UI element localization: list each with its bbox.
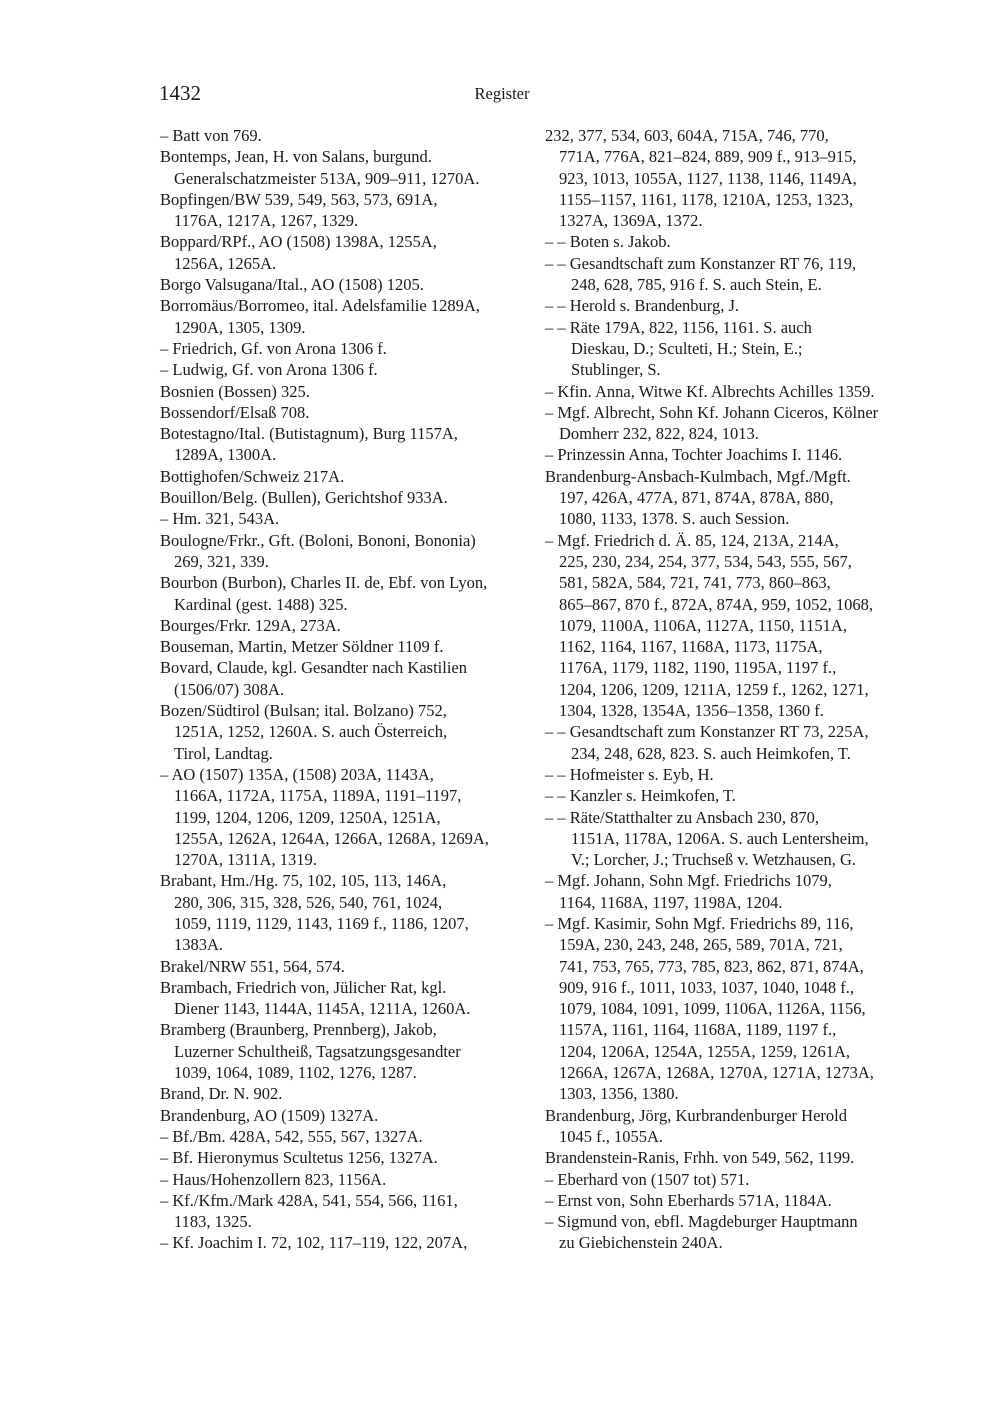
index-subentry: – Ludwig, Gf. von Arona 1306 f. [160, 360, 378, 380]
index-subentry: – Ernst von, Sohn Eberhards 571A, 1184A. [545, 1190, 832, 1210]
index-entry: Bottighofen/Schweiz 217A. [160, 466, 345, 486]
index-subentry: – – Räte 179A, 822, 1156, 1161. S. auch Dieskau, D.; Sculteti, H.; Stein, E.; Stublinger, S. [545, 317, 812, 380]
index-subentry: – Mgf. Friedrich d. Ä. 85, 124, 213A, 214A, 225, 230, 234, 254, 377, 534, 543, 555, 567, 581, 582A, 584, 721, 741, 773, 860–863, 865–867, 870 f., 872A, 874A, 959, 1052, 1068, 1079, 1100A, 1106A, 1127A, 1150, 1151A, 1162, 1164, 1167, 1168A, 1173, 1175A, 1176A, 1179, 1182, 1190, 1195A, 1197 f., 1204, 1206, 1209, 1211A, 1259 f., 1262, 1271, 1304, 1328, 1354A, 1356–1358, 1360 f. [545, 530, 873, 721]
index-entry: Bontemps, Jean, H. von Salans, burgund. Generalschatzmeister 513A, 909–911, 1270A. [160, 147, 480, 188]
index-subentry: – Haus/Hohenzollern 823, 1156A. [160, 1169, 387, 1189]
index-entry: Bovard, Claude, kgl. Gesandter nach Kastilien (1506/07) 308A. [160, 658, 467, 699]
index-subentry: – – Gesandtschaft zum Konstanzer RT 76, 119, 248, 628, 785, 916 f. S. auch Stein, E. [545, 253, 857, 295]
page-number: 1432 [159, 81, 201, 105]
index-entry: Bosnien (Bossen) 325. [160, 381, 310, 401]
index-entry: Borgo Valsugana/Ital., AO (1508) 1205. [160, 275, 424, 295]
index-entry: Boulogne/Frkr., Gft. (Boloni, Bononi, Bononia) 269, 321, 339. [160, 530, 476, 571]
index-entry: Bramberg (Braunberg, Prennberg), Jakob, Luzerner Schultheiß, Tagsatzungsgesandter 1039, 1064, 1089, 1102, 1276, 1287. [160, 1020, 461, 1083]
index-entry: Bouillon/Belg. (Bullen), Gerichtshof 933A. [160, 488, 448, 508]
running-head: Register [474, 84, 530, 103]
index-subentry: – Kf./Kfm./Mark 428A, 541, 554, 566, 1161, 1183, 1325. [160, 1190, 458, 1232]
index-entry: Brandenburg-Ansbach-Kulmbach, Mgf./Mgft. 197, 426A, 477A, 871, 874A, 878A, 880, 1080, 1133, 1378. S. auch Session. [545, 466, 851, 529]
index-subentry: – Friedrich, Gf. von Arona 1306 f. [160, 338, 387, 358]
index-entry: Brandenburg, AO (1509) 1327A. [160, 1105, 379, 1125]
index-entry: Brandenburg, Jörg, Kurbrandenburger Herold 1045 f., 1055A. [545, 1105, 847, 1146]
index-subentry: – – Räte/Statthalter zu Ansbach 230, 870, 1151A, 1178A, 1206A. S. auch Lentersheim, V.; Lorcher, J.; Truchseß v. Wetzhausen, G. [545, 807, 869, 870]
index-subentry: – – Boten s. Jakob. [545, 232, 671, 252]
index-entry: Boppard/RPf., AO (1508) 1398A, 1255A, 1256A, 1265A. [160, 232, 437, 273]
index-subentry: – – Kanzler s. Heimkofen, T. [545, 786, 736, 806]
index-entry: Brambach, Friedrich von, Jülicher Rat, kgl. Diener 1143, 1144A, 1145A, 1211A, 1260A. [160, 977, 471, 1019]
index-entry: Brakel/NRW 551, 564, 574. [160, 956, 345, 976]
index-entry: Brabant, Hm./Hg. 75, 102, 105, 113, 146A, 280, 306, 315, 328, 526, 540, 761, 1024, 1059, 1119, 1129, 1143, 1169 f., 1186, 1207, 1383A. [160, 871, 469, 955]
index-entry: Botestagno/Ital. (Butistagnum), Burg 1157A, 1289A, 1300A. [160, 424, 458, 465]
index-subentry: – – Gesandtschaft zum Konstanzer RT 73, 225A, 234, 248, 628, 823. S. auch Heimkofen, T. [545, 722, 869, 763]
index-subentry: – Bf./Bm. 428A, 542, 555, 567, 1327A. [160, 1126, 423, 1146]
index-entry: Brandenstein-Ranis, Frhh. von 549, 562, 1199. [545, 1148, 855, 1168]
index-subentry: – Eberhard von (1507 tot) 571. [545, 1169, 750, 1189]
index-subentry: – Prinzessin Anna, Tochter Joachims I. 1146. [545, 445, 843, 465]
index-column-left [160, 125, 528, 1254]
index-subentry: – Sigmund von, ebfl. Magdeburger Hauptmann zu Giebichenstein 240A. [545, 1212, 858, 1253]
index-subentry: – Batt von 769. [160, 126, 262, 145]
index-entry: Bouseman, Martin, Metzer Söldner 1109 f. [160, 637, 444, 657]
index-entry: Bopfingen/BW 539, 549, 563, 573, 691A, 1176A, 1217A, 1267, 1329. [160, 189, 438, 231]
index-subentry: 232, 377, 534, 603, 604A, 715A, 746, 770, 771A, 776A, 821–824, 889, 909 f., 913–915, 923, 1013, 1055A, 1127, 1138, 1146, 1149A, 1155–1157, 1161, 1178, 1210A, 1253, 1323, 1327A, 1369A, 1372. [545, 126, 857, 231]
index-entry: Bozen/Südtirol (Bulsan; ital. Bolzano) 752, 1251A, 1252, 1260A. S. auch Österreich, Tirol, Landtag. [160, 701, 448, 763]
index-subentry: – – Hofmeister s. Eyb, H. [545, 764, 714, 784]
index-subentry: – Kfin. Anna, Witwe Kf. Albrechts Achilles 1359. [545, 381, 875, 401]
index-subentry: – Kf. Joachim I. 72, 102, 117–119, 122, 207A, [160, 1233, 468, 1253]
index-subentry: – Bf. Hieronymus Scultetus 1256, 1327A. [160, 1148, 438, 1168]
index-subentry: – Mgf. Kasimir, Sohn Mgf. Friedrichs 89, 116, 159A, 230, 243, 248, 265, 589, 701A, 721, 741, 753, 765, 773, 785, 823, 862, 871, 874A, 909, 916 f., 1011, 1033, 1037, 1040, 1048 f., 1079, 1084, 1091, 1099, 1106A, 1126A, 1156, 1157A, 1161, 1164, 1168A, 1189, 1197 f., 1204, 1206A, 1254A, 1255A, 1259, 1261A, 1266A, 1267A, 1268A, 1270A, 1271A, 1273A, 1303, 1356, 1380. [545, 913, 874, 1104]
index-entry: Bossendorf/Elsaß 708. [160, 402, 310, 422]
index-entry: Bourges/Frkr. 129A, 273A. [160, 615, 341, 635]
index-entry: Bourbon (Burbon), Charles II. de, Ebf. von Lyon, Kardinal (gest. 1488) 325. [160, 573, 488, 614]
index-subentry: – AO (1507) 135A, (1508) 203A, 1143A, 1166A, 1172A, 1175A, 1189A, 1191–1197, 1199, 1204, 1206, 1209, 1250A, 1251A, 1255A, 1262A, 1264A, 1266A, 1268A, 1269A, 1270A, 1311A, 1319. [160, 764, 489, 870]
index-subentry: – – Herold s. Brandenburg, J. [545, 296, 740, 316]
index-column-right [545, 125, 917, 1254]
index-subentry: – Hm. 321, 543A. [160, 509, 280, 529]
index-entry: Borromäus/Borromeo, ital. Adelsfamilie 1289A, 1290A, 1305, 1309. [160, 296, 480, 337]
index-subentry: – Mgf. Johann, Sohn Mgf. Friedrichs 1079, 1164, 1168A, 1197, 1198A, 1204. [545, 871, 832, 912]
index-subentry: – Mgf. Albrecht, Sohn Kf. Johann Ciceros, Kölner Domherr 232, 822, 824, 1013. [545, 402, 879, 444]
index-entry: Brand, Dr. N. 902. [160, 1084, 283, 1104]
